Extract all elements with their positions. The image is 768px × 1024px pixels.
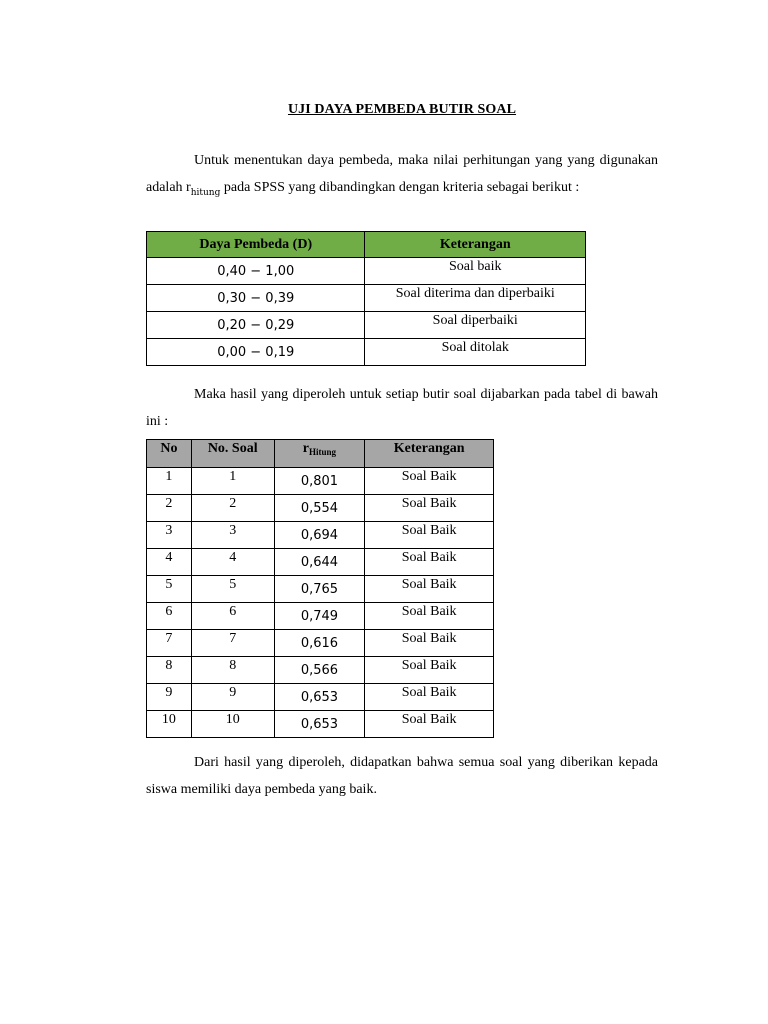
cell-no: 7: [147, 630, 192, 657]
intro-text-part1: Untuk menentukan daya pembeda, maka nilai perhitungan yang yang digunakan adalah: [146, 153, 658, 195]
criteria-desc: Soal ditolak: [365, 339, 586, 366]
result-header-row: [147, 440, 494, 468]
criteria-desc: Soal diterima dan diperbaiki: [365, 285, 586, 312]
cell-r: 0,616: [274, 630, 365, 657]
cell-r: 0,749: [274, 603, 365, 630]
result-header-no: No: [147, 440, 192, 468]
criteria-table: [146, 231, 586, 366]
r-subscript: Hitung: [309, 447, 337, 457]
r-subscript: hitung: [190, 187, 221, 198]
cell-soal: 8: [191, 657, 274, 684]
table-row: [147, 522, 494, 549]
result-header-r: [274, 440, 365, 468]
criteria-header-keterangan: Keterangan: [365, 232, 586, 258]
cell-r: 0,694: [274, 522, 365, 549]
table-row: [147, 468, 494, 495]
cell-keterangan: Soal Baik: [365, 549, 494, 576]
cell-no: 1: [147, 468, 192, 495]
cell-r: 0,644: [274, 549, 365, 576]
table-row: [147, 684, 494, 711]
criteria-range: 0,00 − 0,19: [147, 339, 365, 366]
cell-soal: 10: [191, 711, 274, 738]
result-table: [146, 439, 494, 738]
table-row: [147, 603, 494, 630]
cell-r: 0,554: [274, 495, 365, 522]
table-row: [147, 576, 494, 603]
table-row: [147, 630, 494, 657]
cell-keterangan: Soal Baik: [365, 468, 494, 495]
result-header-keterangan: Keterangan: [365, 440, 494, 468]
cell-no: 2: [147, 495, 192, 522]
conclusion-paragraph: [146, 750, 658, 803]
table-row: [147, 711, 494, 738]
criteria-range: 0,20 − 0,29: [147, 312, 365, 339]
cell-r: 0,653: [274, 684, 365, 711]
table-row: [147, 549, 494, 576]
cell-keterangan: Soal Baik: [365, 603, 494, 630]
criteria-range: 0,30 − 0,39: [147, 285, 365, 312]
cell-soal: 3: [191, 522, 274, 549]
cell-no: 10: [147, 711, 192, 738]
cell-no: 6: [147, 603, 192, 630]
cell-keterangan: Soal Baik: [365, 711, 494, 738]
result-header-soal: No. Soal: [191, 440, 274, 468]
result-intro-paragraph: [146, 382, 658, 435]
conclusion-text: Dari hasil yang diperoleh, didapatkan bahwa semua soal yang diberikan kepada siswa memiliki daya pembeda yang baik.: [146, 755, 658, 797]
cell-keterangan: Soal Baik: [365, 522, 494, 549]
intro-paragraph: [146, 148, 658, 206]
r-hitung-symbol: [186, 179, 221, 198]
page-title: UJI DAYA PEMBEDA BUTIR SOAL: [287, 102, 517, 117]
cell-keterangan: Soal Baik: [365, 657, 494, 684]
table-row: [147, 312, 586, 339]
cell-no: 9: [147, 684, 192, 711]
cell-soal: 5: [191, 576, 274, 603]
criteria-desc: Soal diperbaiki: [365, 312, 586, 339]
intro-text-part2: pada SPSS yang dibandingkan dengan kriteria sebagai berikut :: [220, 179, 580, 195]
cell-no: 5: [147, 576, 192, 603]
cell-soal: 2: [191, 495, 274, 522]
cell-no: 8: [147, 657, 192, 684]
criteria-header-row: [147, 232, 586, 258]
r-symbol: r: [302, 441, 310, 456]
cell-soal: 7: [191, 630, 274, 657]
table-row: [147, 657, 494, 684]
cell-r: 0,653: [274, 711, 365, 738]
table-row: [147, 339, 586, 366]
cell-r: 0,765: [274, 576, 365, 603]
result-intro-text: Maka hasil yang diperoleh untuk setiap butir soal dijabarkan pada tabel di bawah ini :: [146, 387, 658, 429]
cell-keterangan: Soal Baik: [365, 630, 494, 657]
cell-soal: 4: [191, 549, 274, 576]
criteria-range: 0,40 − 1,00: [147, 258, 365, 285]
cell-no: 4: [147, 549, 192, 576]
criteria-desc: Soal baik: [365, 258, 586, 285]
cell-soal: 6: [191, 603, 274, 630]
cell-no: 3: [147, 522, 192, 549]
table-row: [147, 285, 586, 312]
cell-r: 0,801: [274, 468, 365, 495]
cell-r: 0,566: [274, 657, 365, 684]
cell-soal: 9: [191, 684, 274, 711]
criteria-header-daya: Daya Pembeda (D): [147, 232, 365, 258]
table-row: [147, 258, 586, 285]
cell-soal: 1: [191, 468, 274, 495]
cell-keterangan: Soal Baik: [365, 684, 494, 711]
r-symbol: r: [186, 179, 191, 195]
table-row: [147, 495, 494, 522]
cell-keterangan: Soal Baik: [365, 495, 494, 522]
cell-keterangan: Soal Baik: [365, 576, 494, 603]
